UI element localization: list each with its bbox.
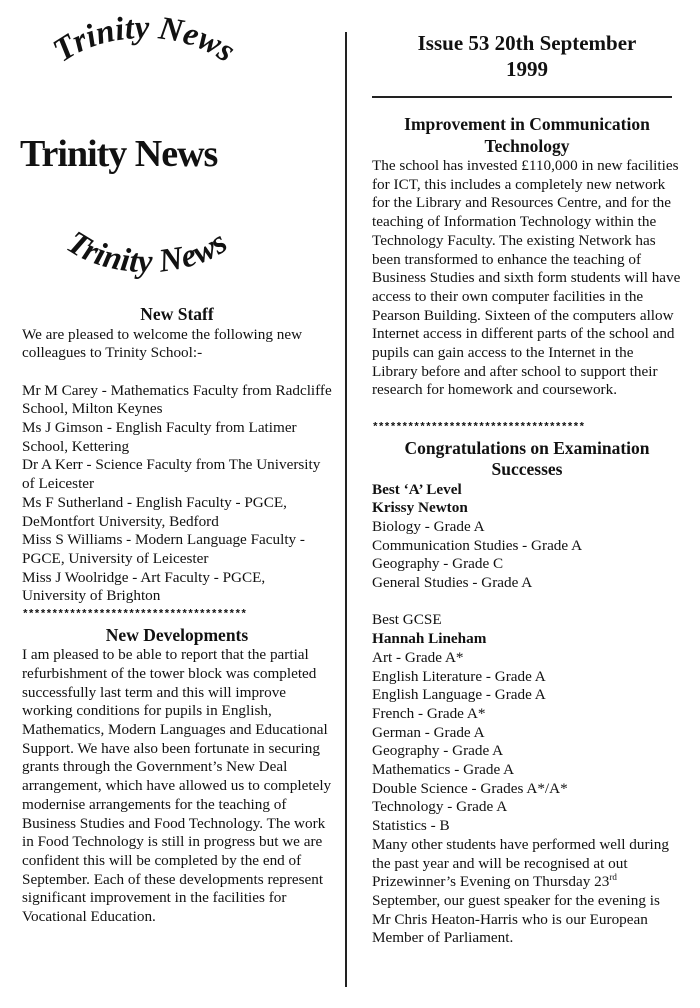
gcse-student: Hannah Lineham [372, 630, 487, 648]
staff-member-entry: Miss J Woolridge - Art Faculty - PGCE, University of Brighton [22, 568, 266, 605]
new-staff-intro: We are pleased to welcome the following new colleagues to Trinity School:- [22, 325, 303, 362]
staff-member-entry: Miss S Williams - Modern Language Faculty - PGCE, University of Leicester [22, 531, 305, 567]
issue-rule [372, 96, 672, 98]
new-developments-heading: New Developments [105, 624, 249, 645]
column-divider [345, 32, 347, 987]
closing-text-after: September, our guest speaker for the evening is Mr Chris Heaton-Harris who is our European Member of Parliament. [372, 891, 660, 947]
arc-top-title: Trinity News [46, 9, 242, 70]
a-level-result: Geography - Grade C [372, 555, 504, 573]
new-staff-heading: New Staff [140, 304, 214, 324]
staff-member-entry: Mr M Carey - Mathematics Faculty from Radcliffe School, Milton Keynes [22, 381, 332, 418]
arc-bottom-title: Trinity News [60, 224, 234, 281]
gcse-result: Art - Grade A* [372, 648, 464, 666]
masthead [0, 0, 345, 300]
gcse-label: Best GCSE [372, 611, 442, 629]
communication-heading: Improvement in Communication Technology [404, 114, 650, 156]
a-level-student: Krissy Newton [372, 499, 468, 517]
gcse-result: Double Science - Grades A*/A* [372, 779, 568, 797]
a-level-label: Best ‘A’ Level [372, 480, 462, 498]
a-level-result: Communication Studies - Grade A [372, 536, 583, 554]
closing-ordinal: rd [609, 872, 617, 883]
staff-member-entry: Ms F Sutherland - English Faculty - PGCE, DeMontfort University, Bedford [22, 493, 287, 530]
newsletter-title: Trinity News [20, 133, 218, 175]
staff-member-entry: Dr A Kerr - Science Faculty from The University of Leicester [22, 456, 321, 493]
exams-heading: Congratulations on Examination Successes [404, 437, 650, 480]
exams-closing [372, 836, 682, 948]
staff-list [22, 382, 332, 606]
gcse-results [372, 649, 682, 836]
gcse-result: French - Grade A* [372, 704, 486, 722]
gcse-result: Technology - Grade A [372, 798, 508, 816]
right-column [372, 30, 682, 948]
communication-body: The school has invested £110,000 in new facilities for ICT, this includes a completely new network for the Library and Resources Centre, and for the teaching of Information Technology within the Technology Faculty. The existing Network has been transformed to enhance the teaching of Business Studies and sixth form students will have access to their own computer facilities in the Pearson Building. Sixteen of the computers allow Internet access in different parts of the school and pupils can gain access to the Internet in the Library before and after school to support their research for homework and coursework. [372, 157, 681, 399]
gcse-result: English Language - Grade A [372, 686, 546, 704]
closing-text-before: Many other students have performed well during the past year and will be recognised at out Prizewinner’s Evening on Thursday 23 [372, 835, 669, 891]
new-developments-body: I am pleased to be able to report that the partial refurbishment of the tower block was completed successfully last term and this will improve working conditions for pupils in English, Mathematics, Modern Languages and Educational Support. We have also been fortunate in securing grants through the Government’s New Deal arrangement, which have allowed us to completely modernise arrangements for the teaching of Business Studies and Food Technology. The work in Food Technology is still in progress but we are confident this will be completed by the end of September. Each of these developments represent significant improvement in the facilities for Vocational Education. [22, 646, 332, 926]
gcse-result: Mathematics - Grade A [372, 761, 515, 779]
separator-right: ************************************ [372, 421, 585, 434]
gcse-result: English Literature - Grade A [372, 667, 546, 685]
a-level-result: General Studies - Grade A [372, 574, 533, 592]
a-level-result: Biology - Grade A [372, 517, 485, 535]
gcse-result: German - Grade A [372, 723, 485, 741]
gcse-result: Statistics - B [372, 817, 450, 835]
issue-line-2: 1999 [506, 57, 548, 81]
issue-line-1: Issue 53 20th September [417, 31, 637, 55]
gcse-result: Geography - Grade A [372, 742, 504, 760]
staff-member-entry: Ms J Gimson - English Faculty from Latimer School, Kettering [22, 419, 297, 455]
a-level-results [372, 518, 682, 593]
left-column [22, 304, 332, 927]
separator-left: ************************************** [22, 609, 247, 622]
